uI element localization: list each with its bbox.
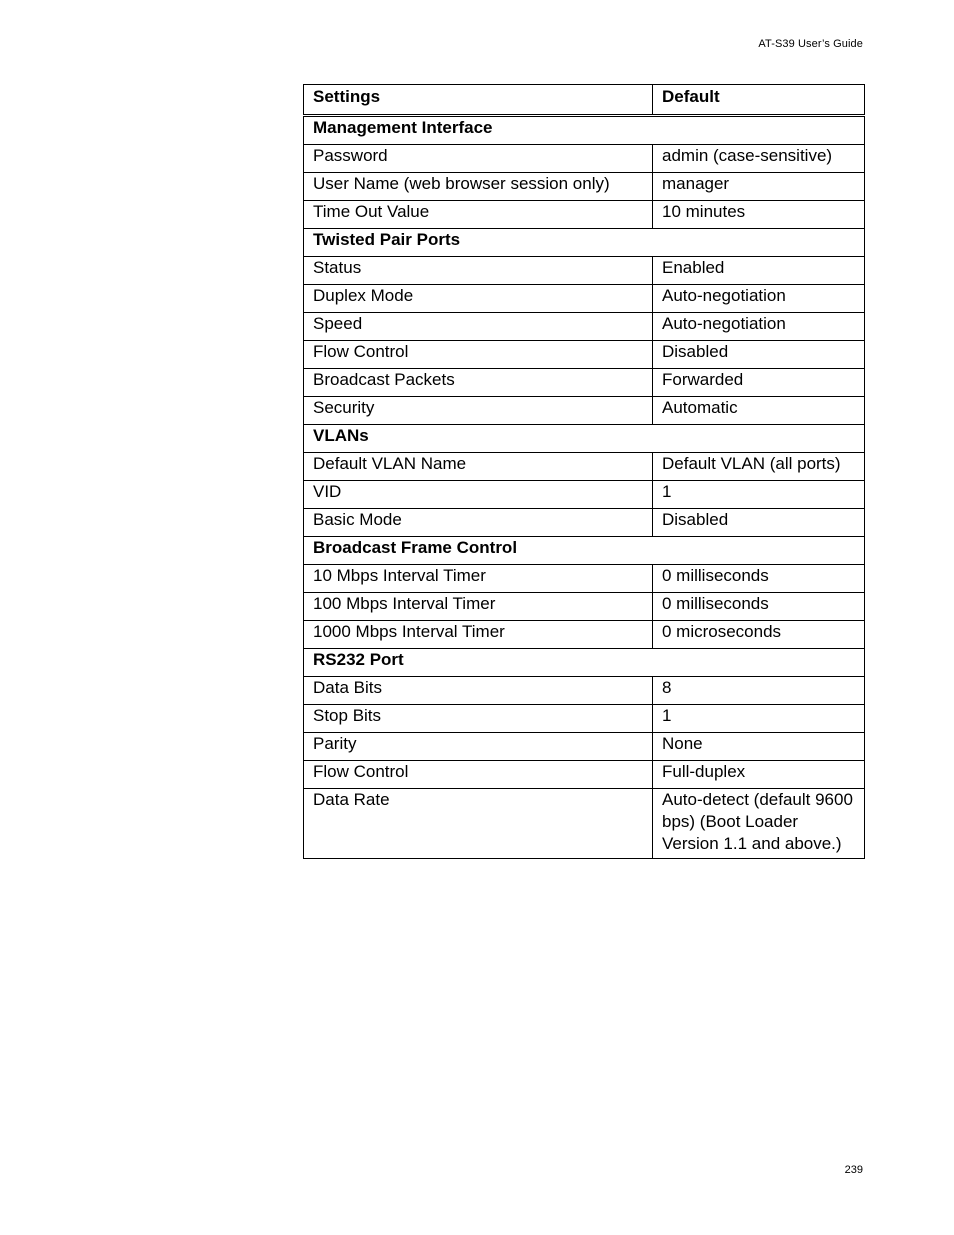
column-header-default: Default bbox=[653, 85, 865, 116]
setting-name: Data Rate bbox=[304, 789, 653, 859]
setting-name: Time Out Value bbox=[304, 201, 653, 229]
setting-default: Default VLAN (all ports) bbox=[653, 453, 865, 481]
table-row bbox=[304, 593, 865, 621]
section-row bbox=[304, 229, 865, 257]
setting-name: Security bbox=[304, 397, 653, 425]
section-row bbox=[304, 116, 865, 145]
table-row bbox=[304, 481, 865, 509]
setting-default: Disabled bbox=[653, 509, 865, 537]
setting-name: Duplex Mode bbox=[304, 285, 653, 313]
setting-default: Full-duplex bbox=[653, 761, 865, 789]
setting-default: 0 milliseconds bbox=[653, 565, 865, 593]
running-header: AT-S39 User’s Guide bbox=[758, 38, 863, 50]
section-title: RS232 Port bbox=[304, 649, 865, 677]
setting-default: 1 bbox=[653, 705, 865, 733]
section-title: Management Interface bbox=[304, 116, 865, 145]
table-row bbox=[304, 201, 865, 229]
setting-default: Forwarded bbox=[653, 369, 865, 397]
setting-name: Broadcast Packets bbox=[304, 369, 653, 397]
setting-default: manager bbox=[653, 173, 865, 201]
table-row bbox=[304, 761, 865, 789]
section-row bbox=[304, 649, 865, 677]
table-row bbox=[304, 341, 865, 369]
setting-name: Basic Mode bbox=[304, 509, 653, 537]
setting-name: 10 Mbps Interval Timer bbox=[304, 565, 653, 593]
setting-default: Enabled bbox=[653, 257, 865, 285]
section-title: Twisted Pair Ports bbox=[304, 229, 865, 257]
page-number: 239 bbox=[844, 1164, 863, 1176]
setting-name: 100 Mbps Interval Timer bbox=[304, 593, 653, 621]
setting-name: Speed bbox=[304, 313, 653, 341]
setting-name: Flow Control bbox=[304, 341, 653, 369]
setting-name: User Name (web browser session only) bbox=[304, 173, 653, 201]
table-row bbox=[304, 173, 865, 201]
section-title: VLANs bbox=[304, 425, 865, 453]
setting-default: 10 minutes bbox=[653, 201, 865, 229]
table-row bbox=[304, 621, 865, 649]
setting-name: Password bbox=[304, 145, 653, 173]
setting-default: 0 microseconds bbox=[653, 621, 865, 649]
column-header-settings: Settings bbox=[304, 85, 653, 116]
section-row bbox=[304, 425, 865, 453]
setting-name: Status bbox=[304, 257, 653, 285]
table-row bbox=[304, 789, 865, 859]
table-row bbox=[304, 509, 865, 537]
table-row bbox=[304, 565, 865, 593]
default-settings-table bbox=[303, 84, 865, 859]
setting-default: Auto-negotiation bbox=[653, 285, 865, 313]
setting-name: Flow Control bbox=[304, 761, 653, 789]
table-header-row bbox=[304, 85, 865, 116]
table-row bbox=[304, 257, 865, 285]
setting-default: Auto-negotiation bbox=[653, 313, 865, 341]
table-row bbox=[304, 453, 865, 481]
table-row bbox=[304, 733, 865, 761]
table-row bbox=[304, 285, 865, 313]
table-row bbox=[304, 677, 865, 705]
setting-default: 1 bbox=[653, 481, 865, 509]
setting-default: 0 milliseconds bbox=[653, 593, 865, 621]
table-row bbox=[304, 369, 865, 397]
setting-name: 1000 Mbps Interval Timer bbox=[304, 621, 653, 649]
setting-default: Disabled bbox=[653, 341, 865, 369]
setting-name: VID bbox=[304, 481, 653, 509]
table-row bbox=[304, 313, 865, 341]
table-row bbox=[304, 705, 865, 733]
table-row bbox=[304, 397, 865, 425]
table-row bbox=[304, 145, 865, 173]
setting-name: Default VLAN Name bbox=[304, 453, 653, 481]
setting-default: admin (case-sensitive) bbox=[653, 145, 865, 173]
setting-default: Auto-detect (default 9600 bps) (Boot Loader Version 1.1 and above.) bbox=[653, 789, 865, 859]
section-title: Broadcast Frame Control bbox=[304, 537, 865, 565]
setting-default: 8 bbox=[653, 677, 865, 705]
setting-name: Data Bits bbox=[304, 677, 653, 705]
section-row bbox=[304, 537, 865, 565]
setting-default: None bbox=[653, 733, 865, 761]
setting-default: Automatic bbox=[653, 397, 865, 425]
setting-name: Parity bbox=[304, 733, 653, 761]
setting-name: Stop Bits bbox=[304, 705, 653, 733]
